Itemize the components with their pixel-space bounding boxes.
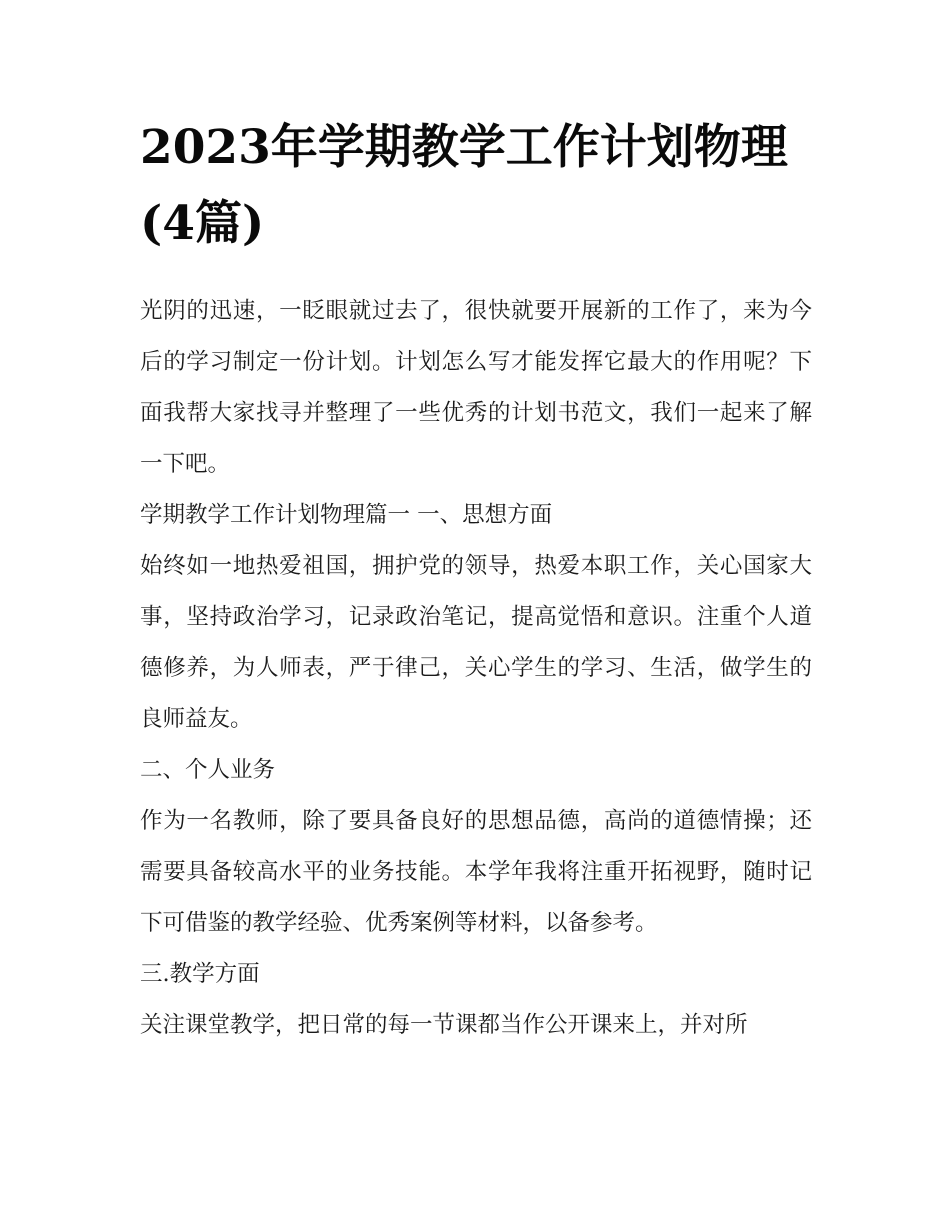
document-page xyxy=(140,110,812,1051)
section-1-heading: 学期教学工作计划物理篇一 一、思想方面 xyxy=(140,502,553,528)
section-1-paragraph: 始终如一地热爱祖国，拥护党的领导，热爱本职工作，关心国家大事，坚持政治学习，记录政治笔记，提高觉悟和意识。注重个人道德修养，为人师表，严于律己，关心学生的学习、生活，做学生的良师益友。 xyxy=(140,553,812,732)
document-title xyxy=(140,110,812,262)
title-line-1: 2023年学期教学工作计划物理 xyxy=(140,120,788,175)
section-3-heading: 三.教学方面 xyxy=(140,961,260,987)
document-body xyxy=(140,286,812,1051)
title-line-2: (4篇) xyxy=(140,196,265,251)
section-2-paragraph: 作为一名教师，除了要具备良好的思想品德，高尚的道德情操；还需要具备较高水平的业务技能。本学年我将注重开拓视野，随时记下可借鉴的教学经验、优秀案例等材料，以备参考。 xyxy=(140,808,812,936)
intro-paragraph: 光阴的迅速，一眨眼就过去了，很快就要开展新的工作了，来为今后的学习制定一份计划。计划怎么写才能发挥它最大的作用呢？下面我帮大家找寻并整理了一些优秀的计划书范文，我们一起来了解一下吧。 xyxy=(140,298,812,477)
section-2-heading: 二、个人业务 xyxy=(140,757,276,783)
section-3-paragraph: 关注课堂教学，把日常的每一节课都当作公开课来上，并对所 xyxy=(140,1012,748,1038)
